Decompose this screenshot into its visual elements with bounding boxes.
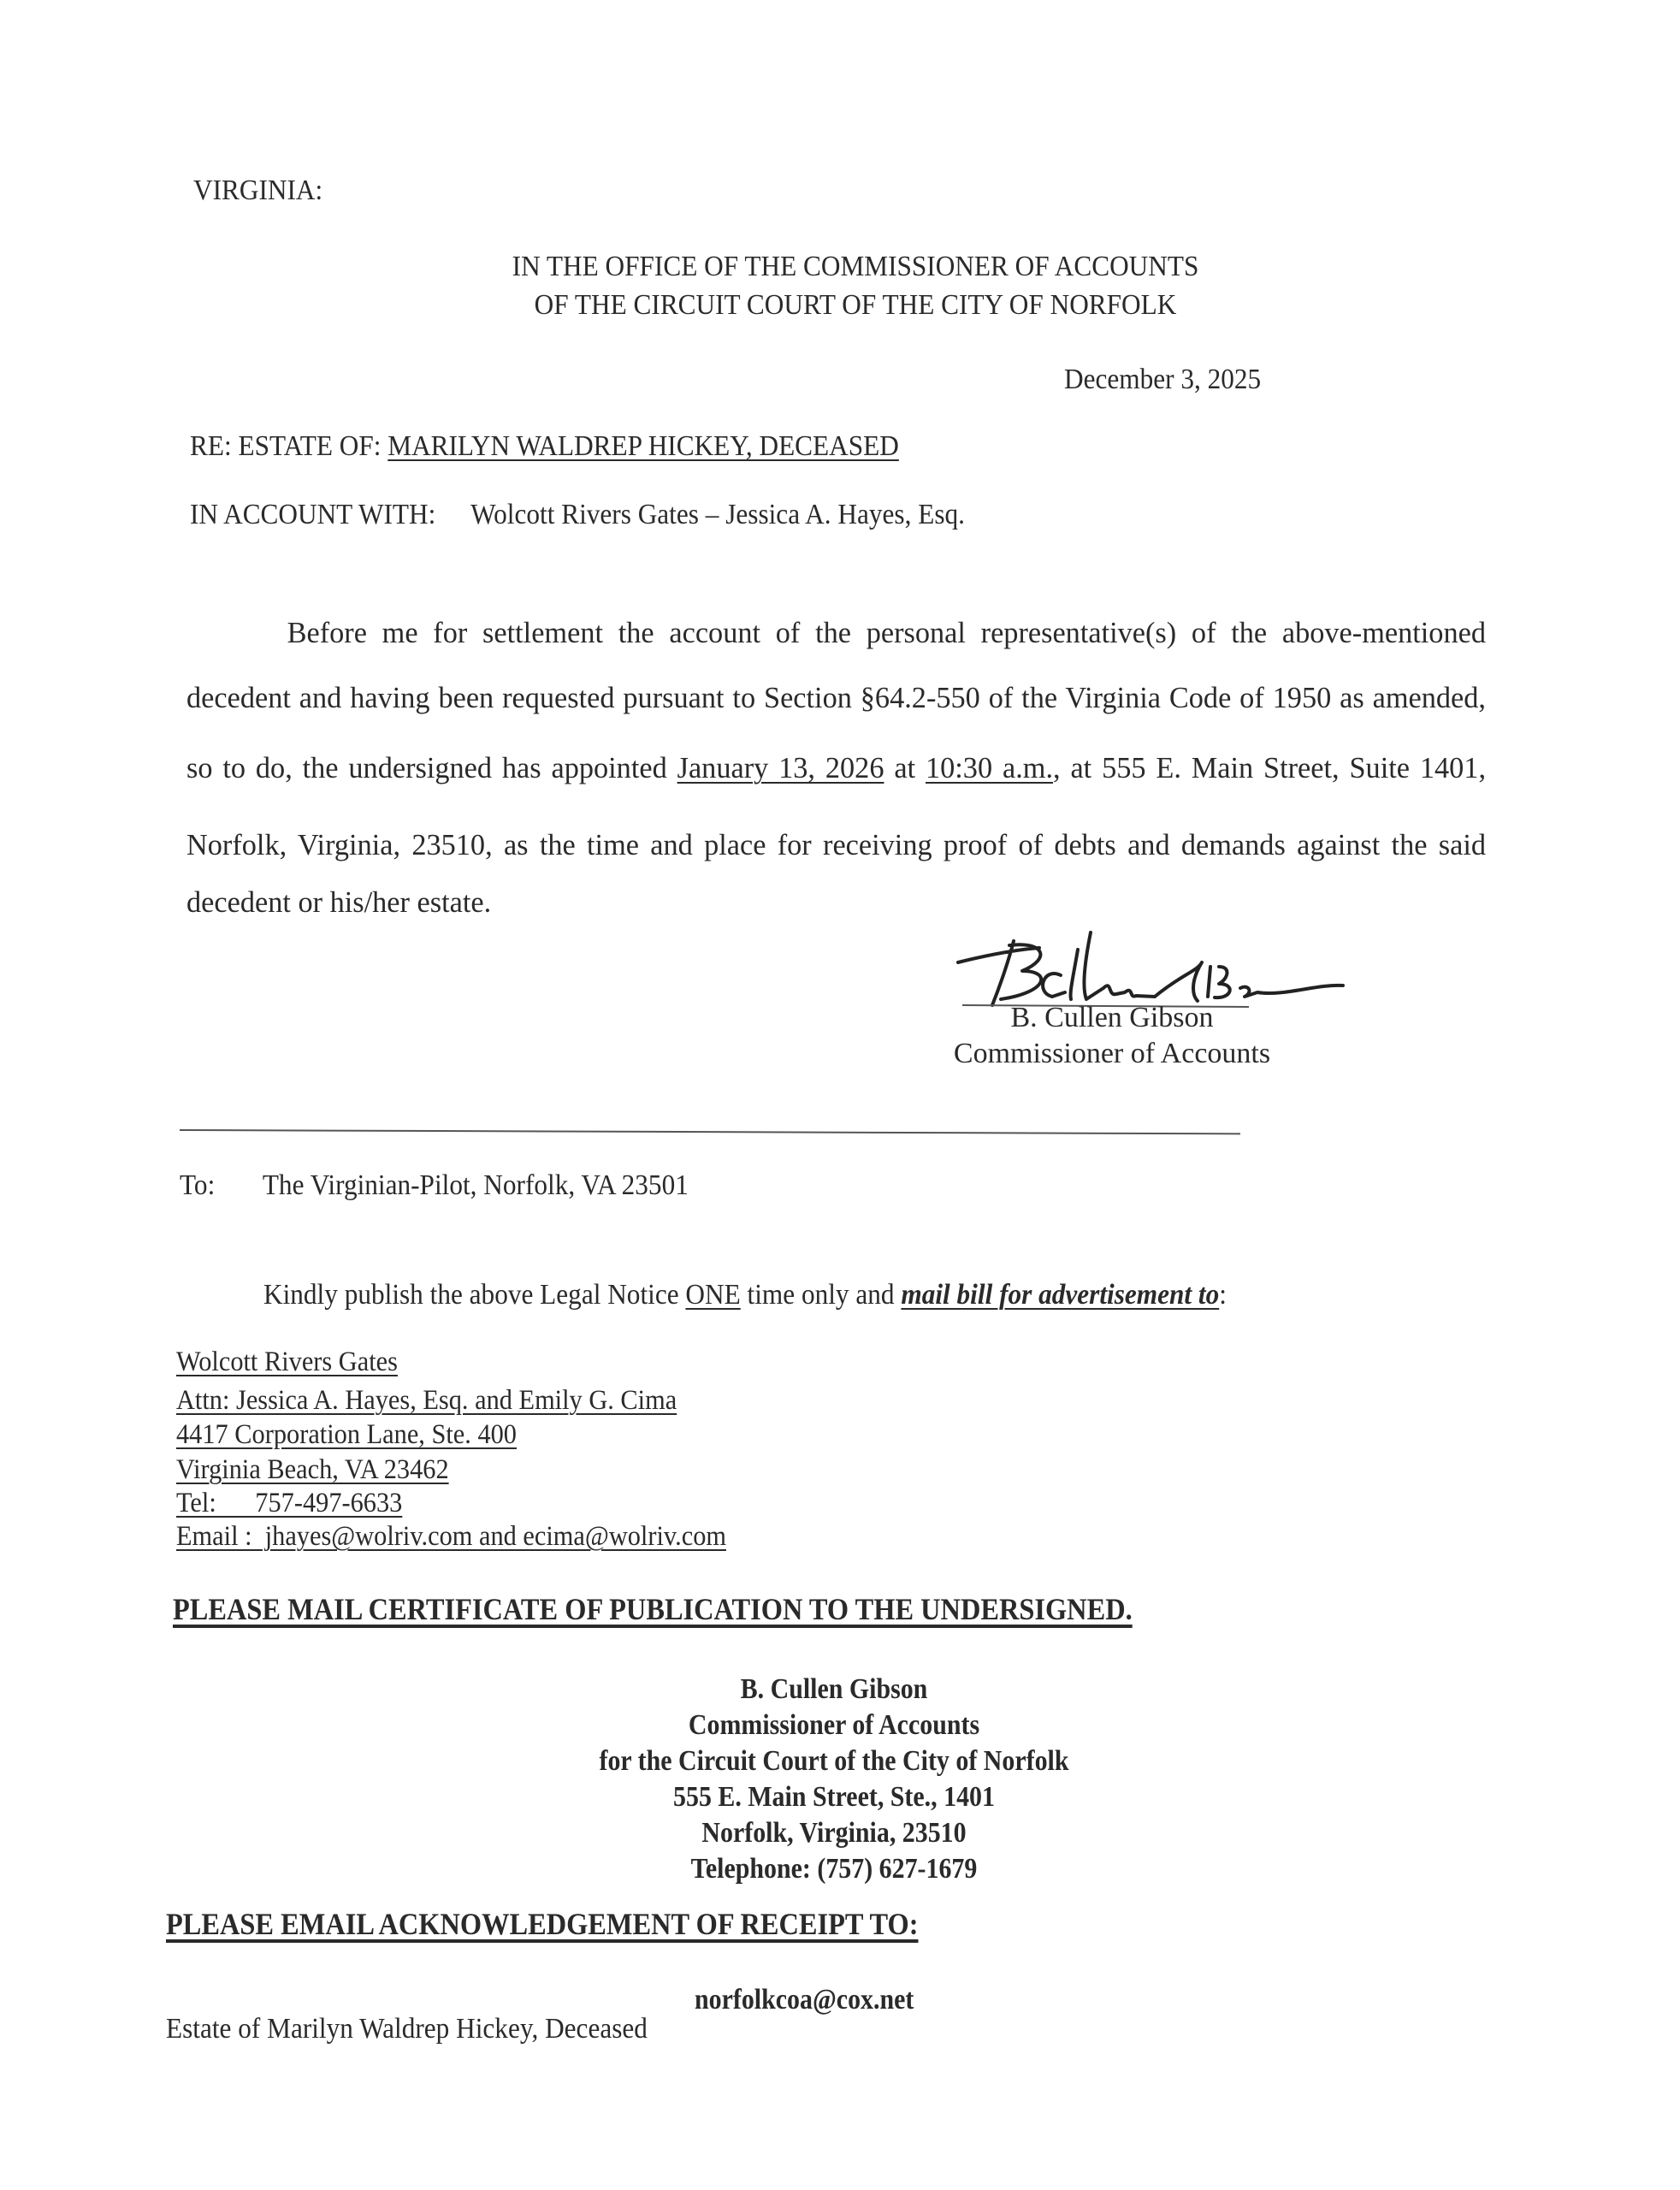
body-line-3-at: at bbox=[894, 751, 916, 784]
email-ack-heading: PLEASE EMAIL ACKNOWLEDGEMENT OF RECEIPT TO: bbox=[166, 1907, 919, 1941]
office-heading-line-2: OF THE CIRCUIT COURT OF THE CITY OF NORFOLK bbox=[534, 289, 1177, 321]
body-line-1: Before me for settlement the account of the personal representative(s) of the above-mentioned bbox=[287, 616, 1487, 649]
account-line bbox=[190, 498, 965, 532]
to-line bbox=[180, 1169, 689, 1203]
appointment-date: January 13, 2026 bbox=[677, 751, 884, 784]
account-value: Wolcott Rivers Gates – Jessica A. Hayes, Esq. bbox=[470, 499, 965, 530]
section-divider bbox=[180, 1129, 1240, 1134]
re-estate-line bbox=[190, 429, 899, 464]
commissioner-phone: Telephone: (757) 627-1679 bbox=[690, 1853, 978, 1885]
commissioner-street: 555 E. Main Street, Ste., 1401 bbox=[673, 1781, 995, 1813]
publish-instruction bbox=[263, 1278, 1227, 1312]
estate-name: MARILYN WALDREP HICKEY, DECEASED bbox=[387, 430, 899, 462]
publish-instruction-post: : bbox=[1219, 1279, 1227, 1311]
mail-bill-emphasis: mail bill for advertisement to bbox=[901, 1279, 1220, 1311]
to-label: To: bbox=[180, 1169, 216, 1201]
billing-attn: Attn: Jessica A. Hayes, Esq. and Emily G. Cima bbox=[176, 1385, 677, 1416]
billing-street: 4417 Corporation Lane, Ste. 400 bbox=[176, 1419, 517, 1450]
mail-certificate-heading: PLEASE MAIL CERTIFICATE OF PUBLICATION TO THE UNDERSIGNED. bbox=[173, 1592, 1133, 1626]
to-recipient: The Virginian-Pilot, Norfolk, VA 23501 bbox=[262, 1169, 689, 1201]
commissioner-court: for the Circuit Court of the City of Norfolk bbox=[599, 1745, 1069, 1777]
signatory-name: B. Cullen Gibson bbox=[1010, 1002, 1214, 1033]
body-line-2: decedent and having been requested pursuant to Section §64.2-550 of the Virginia Code of 1950 as amended, bbox=[186, 681, 1486, 714]
publish-count: ONE bbox=[685, 1279, 741, 1311]
jurisdiction-label: VIRGINIA: bbox=[193, 175, 323, 206]
commissioner-city: Norfolk, Virginia, 23510 bbox=[701, 1817, 967, 1849]
account-label: IN ACCOUNT WITH: bbox=[190, 499, 436, 530]
body-line-4: Norfolk, Virginia, 23510, as the time and place for receiving proof of debts and demands against the said bbox=[186, 828, 1486, 861]
publish-instruction-pre: Kindly publish the above Legal Notice bbox=[263, 1279, 679, 1311]
footer-estate-name: Estate of Marilyn Waldrep Hickey, Deceased bbox=[166, 2013, 648, 2045]
billing-phone: Tel: 757-497-6633 bbox=[176, 1488, 403, 1518]
acknowledgement-email: norfolkcoa@cox.net bbox=[695, 1984, 914, 2015]
body-line-3-pre: so to do, the undersigned has appointed bbox=[186, 751, 667, 784]
office-heading-line-1: IN THE OFFICE OF THE COMMISSIONER OF ACCOUNTS bbox=[512, 251, 1199, 282]
re-label: RE: ESTATE OF: bbox=[190, 430, 382, 462]
billing-city: Virginia Beach, VA 23462 bbox=[176, 1454, 449, 1485]
billing-firm: Wolcott Rivers Gates bbox=[176, 1347, 398, 1377]
publish-instruction-mid: time only and bbox=[747, 1279, 895, 1311]
signatory-title: Commissioner of Accounts bbox=[953, 1038, 1271, 1069]
commissioner-name: B. Cullen Gibson bbox=[740, 1673, 928, 1705]
billing-email: Email : jhayes@wolriv.com and ecima@wolriv.com bbox=[176, 1521, 726, 1552]
commissioner-title: Commissioner of Accounts bbox=[688, 1709, 980, 1741]
appointment-time: 10:30 a.m. bbox=[925, 751, 1054, 784]
body-line-3-post: , at 555 E. Main Street, Suite 1401, bbox=[1053, 751, 1487, 784]
body-line-5: decedent or his/her estate. bbox=[186, 885, 492, 919]
body-line-3 bbox=[186, 751, 1486, 785]
document-date: December 3, 2025 bbox=[1064, 364, 1262, 395]
